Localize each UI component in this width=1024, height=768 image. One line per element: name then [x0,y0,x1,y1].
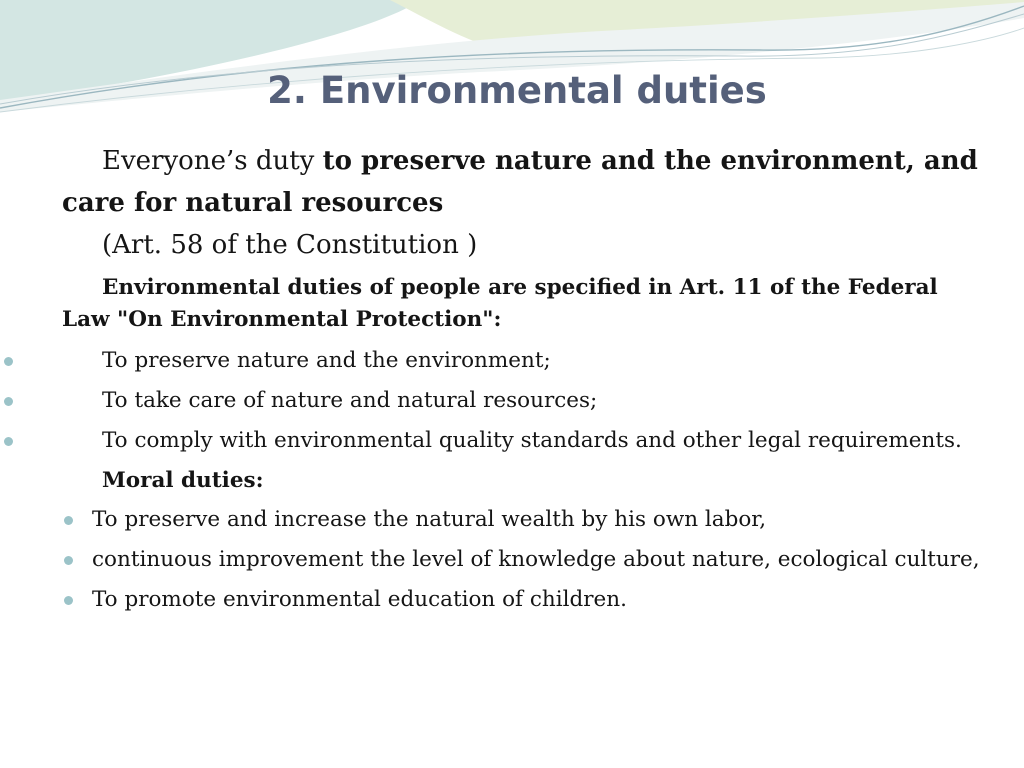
list-item-text: To take care of nature and natural resources; [102,388,598,413]
law-heading [62,272,992,336]
intro-normal-text: Everyone’s duty [102,146,323,176]
list-item [62,424,992,457]
list-item [62,583,992,616]
moral-heading: Moral duties: [102,468,264,493]
slide-body [62,140,992,623]
moral-duties-list [62,503,992,616]
intro-bold-text: to preserve nature and the environment, and care for natural resources [62,146,978,218]
legal-duties-list [62,344,992,457]
list-item [62,344,992,377]
list-item [62,384,992,417]
list-item [62,503,992,536]
slide-title: 2. Environmental duties [267,69,767,112]
intro-paragraph [62,140,992,224]
bullet-dot-icon [4,437,13,446]
bullet-dot-icon [4,397,13,406]
bullet-dot-icon [64,516,73,525]
bullet-dot-icon [4,357,13,366]
list-item-text: To preserve nature and the environment; [102,348,551,373]
list-item-text: To comply with environmental quality standards and other legal requirements. [102,428,962,453]
list-item-text: To promote environmental education of children. [92,587,627,612]
list-item-text: To preserve and increase the natural wealth by his own labor, [92,507,767,532]
law-heading-text: Environmental duties of people are specified in Art. 11 of the Federal Law "On Environmental Protection": [62,275,938,332]
bullet-dot-icon [64,596,73,605]
bullet-dot-icon [64,556,73,565]
list-item-text: continuous improvement the level of knowledge about nature, ecological culture, [92,547,980,572]
list-item [62,543,992,576]
article-reference: (Art. 58 of the Constitution ) [102,230,478,260]
